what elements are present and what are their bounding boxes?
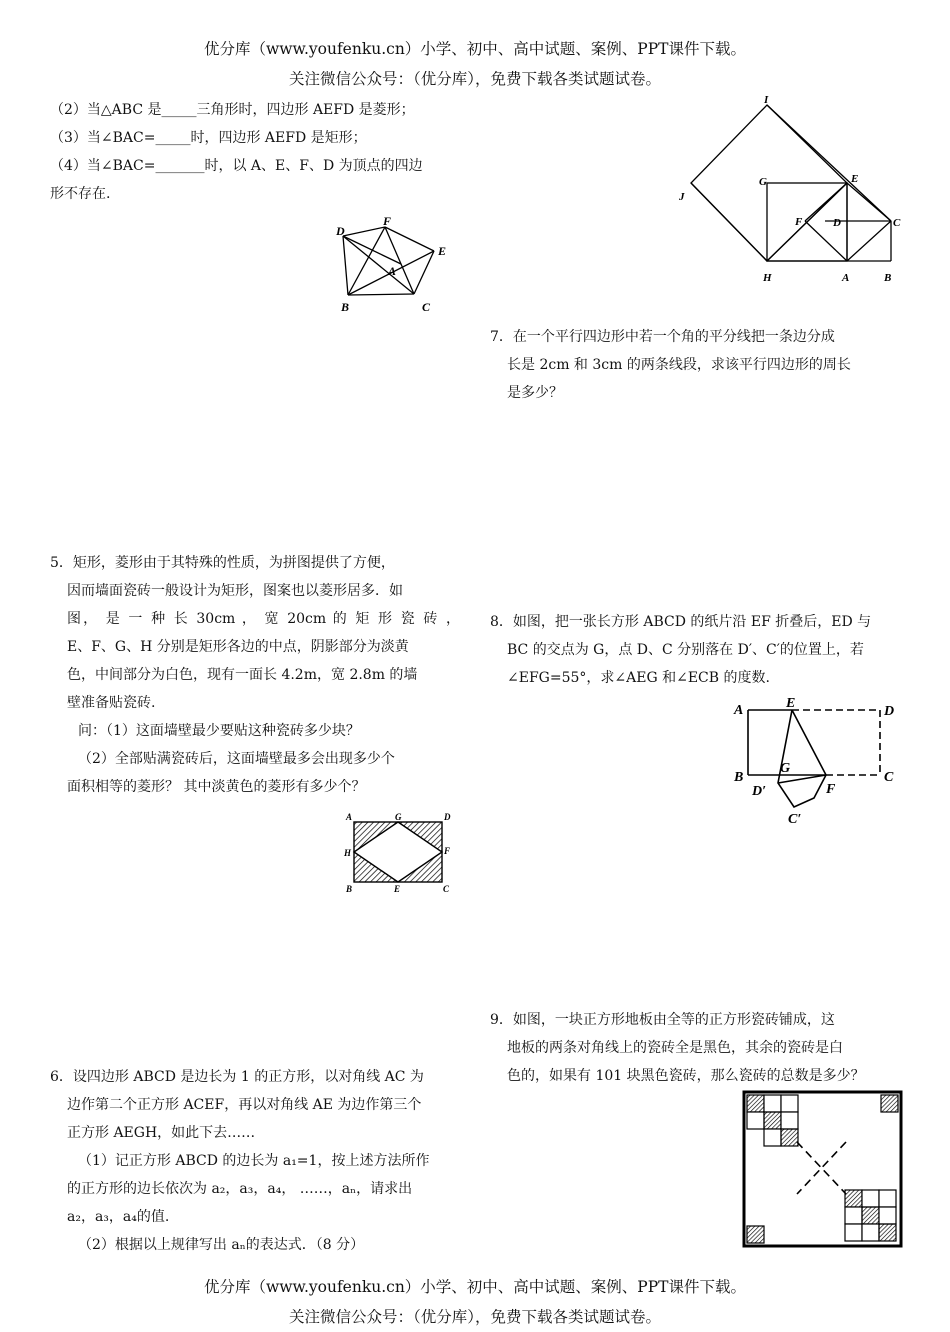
q4-part-3: （3）当∠BAC=_____时，四边形 AEFD 是矩形； <box>50 130 367 146</box>
question-4-block <box>50 96 470 208</box>
fig-q8-label-d: D <box>884 704 895 719</box>
figure-q4-pentagon <box>330 215 460 320</box>
q6-line-2: 边作第二个正方形 ACEF，再以对角线 AE 为边作第三个 <box>67 1097 422 1113</box>
q4-part-4b: 形不存在. <box>50 186 111 202</box>
fig-q8-label-g: G <box>780 761 791 776</box>
fig-q5-label-a: A <box>346 812 353 822</box>
q9-line-1: 9．如图，一块正方形地板由全等的正方形瓷砖铺成，这 <box>490 1012 835 1028</box>
figure-q6-squares <box>675 95 905 295</box>
fig-q5-label-b: B <box>346 884 353 894</box>
q8-line-3: ∠EFG=55°，求∠AEG 和∠ECB 的度数. <box>507 670 770 686</box>
q4-part-2: （2）当△ABC 是_____三角形时，四边形 AEFD 是菱形； <box>50 102 415 118</box>
fig-q5-label-d: D <box>444 812 451 822</box>
page-header-line1: 优分库（www.youfenku.cn）小学、初中、高中试题、案例、PPT课件下载。 <box>203 40 747 58</box>
fig-q5-label-c: C <box>443 884 450 894</box>
fig-q6-label-a: A <box>842 272 850 284</box>
fig-q8-label-f: F <box>826 782 836 797</box>
fig-q6-label-d: D <box>833 217 841 229</box>
figure-q8-folded-rectangle <box>730 695 910 830</box>
q6-line-1: 6．设四边形 ABCD 是边长为 1 的正方形，以对角线 AC 为 <box>50 1069 424 1085</box>
page-header-line2: 关注微信公众号：（优分库），免费下载各类试题试卷。 <box>288 70 661 88</box>
fig-q4-label-b: B <box>341 300 350 314</box>
fig-q6-label-i: I <box>764 94 769 106</box>
figure-q5-tile <box>340 810 455 895</box>
q7-line-2: 长是 2cm 和 3cm 的两条线段，求该平行四边形的周长 <box>507 357 851 373</box>
fig-q5-label-h: H <box>344 848 352 858</box>
question-6-block <box>50 1063 470 1259</box>
question-5-block <box>50 549 460 801</box>
q6-line-5: 的正方形的边长依次为 a₂，a₃，a₄， ……，aₙ，请求出 <box>67 1181 413 1197</box>
q6-line-7: （2）根据以上规律写出 aₙ的表达式．（8 分） <box>78 1237 365 1253</box>
fig-q6-label-h: H <box>763 272 772 284</box>
q6-line-3: 正方形 AEGH，如此下去…… <box>67 1125 256 1141</box>
q8-line-2: BC 的交点为 G，点 D、C 分别落在 D′、C′的位置上，若 <box>507 642 864 658</box>
q6-line-6: a₂，a₃，a₄的值. <box>67 1209 170 1225</box>
q5-line-4: E、F、G、H 分别是矩形各边的中点，阴影部分为淡黄 <box>67 639 409 655</box>
fig-q4-label-d: D <box>336 224 345 238</box>
question-9-block <box>490 1006 910 1090</box>
fig-q4-label-a: A <box>388 264 397 278</box>
fig-q6-label-j: J <box>679 191 685 203</box>
question-7-block <box>490 323 900 407</box>
q5-line-1: 5．矩形，菱形由于其特殊的性质，为拼图提供了方便， <box>50 555 395 571</box>
q6-line-4: （1）记正方形 ABCD 的边长为 a₁=1，按上述方法所作 <box>78 1153 430 1169</box>
fig-q5-label-f: F <box>444 846 451 856</box>
fig-q6-label-c: C <box>893 217 901 229</box>
fig-q5-label-g: G <box>395 812 402 822</box>
q4-part-4a: （4）当∠BAC=_______时，以 A、E、F、D 为顶点的四边 <box>50 158 423 174</box>
fig-q4-label-c: C <box>422 300 431 314</box>
q9-line-2: 地板的两条对角线上的瓷砖全是黑色，其余的瓷砖是白 <box>507 1040 843 1056</box>
page-footer-line1: 优分库（www.youfenku.cn）小学、初中、高中试题、案例、PPT课件下载。 <box>203 1278 747 1296</box>
fig-q6-label-e: E <box>851 173 859 185</box>
fig-q6-label-g: G <box>759 176 767 188</box>
page-footer-line2: 关注微信公众号：（优分库），免费下载各类试题试卷。 <box>288 1308 661 1326</box>
fig-q6-label-b: B <box>884 272 892 284</box>
q5-line-3: 图， 是 一 种 长 30cm ， 宽 20cm 的 矩 形 瓷 砖 ， <box>67 611 460 627</box>
figure-q9-floor <box>742 1090 907 1250</box>
fig-q4-label-e: E <box>438 244 447 258</box>
question-8-block <box>490 608 910 692</box>
q8-line-1: 8．如图，把一张长方形 ABCD 的纸片沿 EF 折叠后，ED 与 <box>490 614 872 630</box>
q5-line-5: 色，中间部分为白色，现有一面长 4.2m，宽 2.8m 的墙 <box>67 667 418 683</box>
fig-q8-label-c-prime: C′ <box>788 812 802 827</box>
q5-line-6: 壁准备贴瓷砖. <box>67 695 156 711</box>
fig-q8-label-e: E <box>786 696 796 711</box>
fig-q8-label-d-prime: D′ <box>752 784 767 799</box>
fig-q6-label-f: F <box>795 216 803 228</box>
q5-line-7: 问：（1）这面墙壁最少要贴这种瓷砖多少块？ <box>78 723 360 739</box>
fig-q5-label-e: E <box>394 884 401 894</box>
q5-line-8: （2）全部贴满瓷砖后，这面墙壁最多会出现多少个 <box>78 751 395 767</box>
q7-line-1: 7．在一个平行四边形中若一个角的平分线把一条边分成 <box>490 329 835 345</box>
q7-line-3: 是多少？ <box>507 385 563 401</box>
q5-line-2: 因而墙面瓷砖一般设计为矩形，图案也以菱形居多．如 <box>67 583 403 599</box>
q9-line-3: 色的，如果有 101 块黑色瓷砖，那么瓷砖的总数是多少？ <box>507 1068 865 1084</box>
fig-q8-label-a: A <box>734 703 744 718</box>
fig-q8-label-c: C <box>884 770 894 785</box>
fig-q4-label-f: F <box>383 214 392 228</box>
fig-q8-label-b: B <box>734 770 744 785</box>
q5-line-9: 面积相等的菱形？ 其中淡黄色的菱形有多少个？ <box>67 779 366 795</box>
